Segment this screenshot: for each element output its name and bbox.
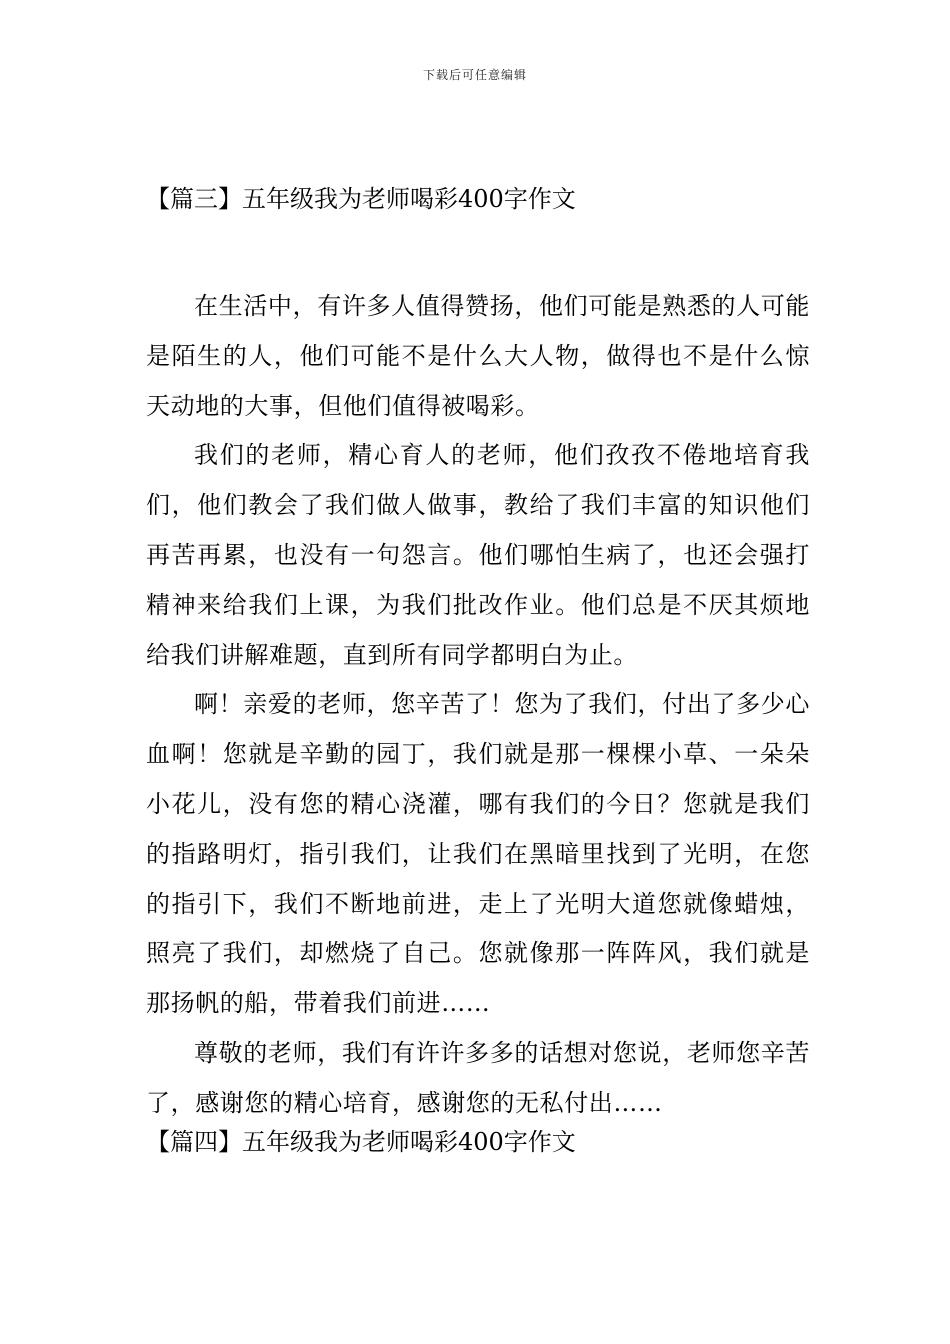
section-title-3: 【篇三】五年级我为老师喝彩400字作文 xyxy=(146,185,576,213)
paragraph-2: 我们的老师，精心育人的老师，他们孜孜不倦地培育我们，他们教会了我们做人做事，教给了我们丰富的知识他们再苦再累，也没有一句怨言。他们哪怕生病了，也还会强打精神来给我们上课，为我们批改作业。他们总是不厌其烦地给我们讲解难题，直到所有同学都明白为止。 xyxy=(146,441,810,669)
section-title-4: 【篇四】五年级我为老师喝彩400字作文 xyxy=(146,1128,576,1156)
paragraph-4: 尊敬的老师，我们有许许多多的话想对您说，老师您辛苦了，感谢您的精心培育，感谢您的无私付出…… xyxy=(146,1038,810,1117)
paragraph-3: 啊！亲爱的老师，您辛苦了！您为了我们，付出了多少心血啊！您就是辛勤的园丁，我们就是那一棵棵小草、一朵朵小花儿，没有您的精心浇灌，哪有我们的今日？您就是我们的指路明灯，指引我们，让我们在黑暗里找到了光明，在您的指引下，我们不断地前进，走上了光明大道您就像蜡烛，照亮了我们，却燃烧了自己。您就像那一阵阵风，我们就是那扬帆的船，带着我们前进…… xyxy=(146,690,810,1018)
page-header-note: 下载后可任意编辑 xyxy=(422,68,527,82)
paragraph-1: 在生活中，有许多人值得赞扬，他们可能是熟悉的人可能是陌生的人，他们可能不是什么大人物，做得也不是什么惊天动地的大事，但他们值得被喝彩。 xyxy=(146,292,810,420)
essay-body xyxy=(146,282,810,1129)
